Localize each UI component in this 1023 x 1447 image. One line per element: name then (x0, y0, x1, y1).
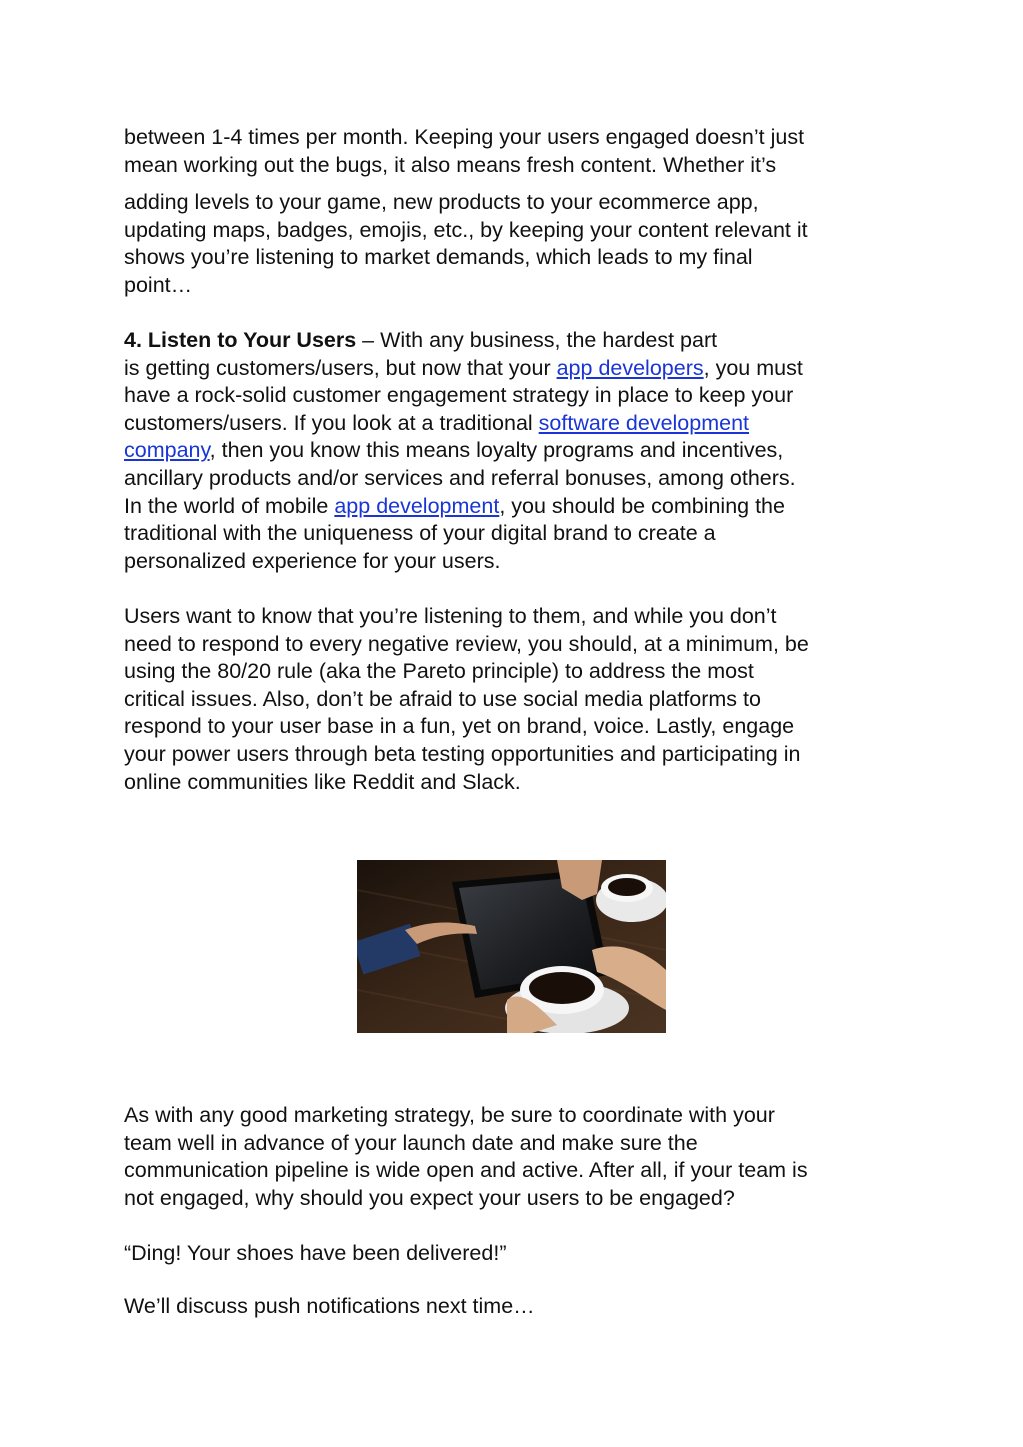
text-line: not engaged, why should you expect your users to be engaged? (124, 1185, 735, 1210)
text-line: have a rock-solid customer engagement strategy in place to keep your (124, 383, 794, 408)
link-app-developers[interactable]: app developers (556, 355, 704, 380)
text-segment: , you must (703, 355, 803, 380)
text-line: personalized experience for your users. (124, 548, 501, 573)
text-line (124, 327, 904, 355)
text-line: communication pipeline is wide open and active. After all, if your team is (124, 1158, 808, 1183)
text-line: Users want to know that you’re listening to them, and while you don’t (124, 604, 777, 628)
paragraph-closing (124, 1293, 904, 1321)
text-line (124, 355, 904, 383)
text-line: critical issues. Also, don’t be afraid to use social media platforms to (124, 686, 761, 711)
link-app-development[interactable]: app development (334, 493, 500, 518)
text-segment: is getting customers/users, but now that your (124, 355, 557, 380)
section-heading: 4. Listen to Your Users (124, 328, 357, 352)
text-line (124, 410, 904, 438)
text-line: respond to your user base in a fun, yet on brand, voice. Lastly, engage (124, 714, 795, 739)
text-segment: customers/users. If you look at a traditional (124, 410, 539, 435)
text-line: need to respond to every negative review, you should, at a minimum, be (124, 631, 809, 656)
text-segment: , you should be combining the (499, 493, 785, 518)
link-software-development-company[interactable]: company (124, 438, 210, 463)
text-line: updating maps, badges, emojis, etc., by keeping your content relevant it (124, 217, 808, 242)
text-line: online communities like Reddit and Slack. (124, 769, 521, 794)
paragraph-listen-to-users (124, 327, 904, 575)
text-line: using the 80/20 rule (aka the Pareto principle) to address the most (124, 659, 754, 684)
text-line: point… (124, 272, 193, 297)
link-software-development[interactable]: software development (538, 410, 750, 435)
text-line: We’ll discuss push notifications next time… (124, 1294, 535, 1318)
text-segment: In the world of mobile (124, 493, 335, 518)
text-line: “Ding! Your shoes have been delivered!” (124, 1241, 507, 1265)
text-line: your power users through beta testing opportunities and participating in (124, 741, 801, 766)
tablet-coffee-photo (357, 860, 666, 1033)
paragraph-users-want (124, 603, 904, 796)
text-line (124, 437, 904, 465)
text-segment: – With any business, the hardest part (356, 328, 718, 352)
text-line: between 1-4 times per month. Keeping your users engaged doesn’t just (124, 125, 805, 149)
text-line: mean working out the bugs, it also means fresh content. Whether it’s (124, 152, 777, 177)
paragraph-marketing-strategy (124, 1102, 904, 1212)
paragraph-engagement (124, 124, 904, 300)
paragraph-ding-quote (124, 1240, 904, 1268)
text-line: team well in advance of your launch date and make sure the (124, 1130, 698, 1155)
text-segment: , then you know this means loyalty programs and incentives, (209, 438, 784, 463)
text-line: shows you’re listening to market demands, which leads to my final (124, 245, 753, 270)
text-line (124, 493, 904, 521)
text-line: ancillary products and/or services and referral bonuses, among others. (124, 465, 796, 490)
text-line: adding levels to your game, new products to your ecommerce app, (124, 190, 759, 215)
text-line: As with any good marketing strategy, be sure to coordinate with your (124, 1103, 775, 1127)
text-line: traditional with the uniqueness of your digital brand to create a (124, 521, 716, 546)
